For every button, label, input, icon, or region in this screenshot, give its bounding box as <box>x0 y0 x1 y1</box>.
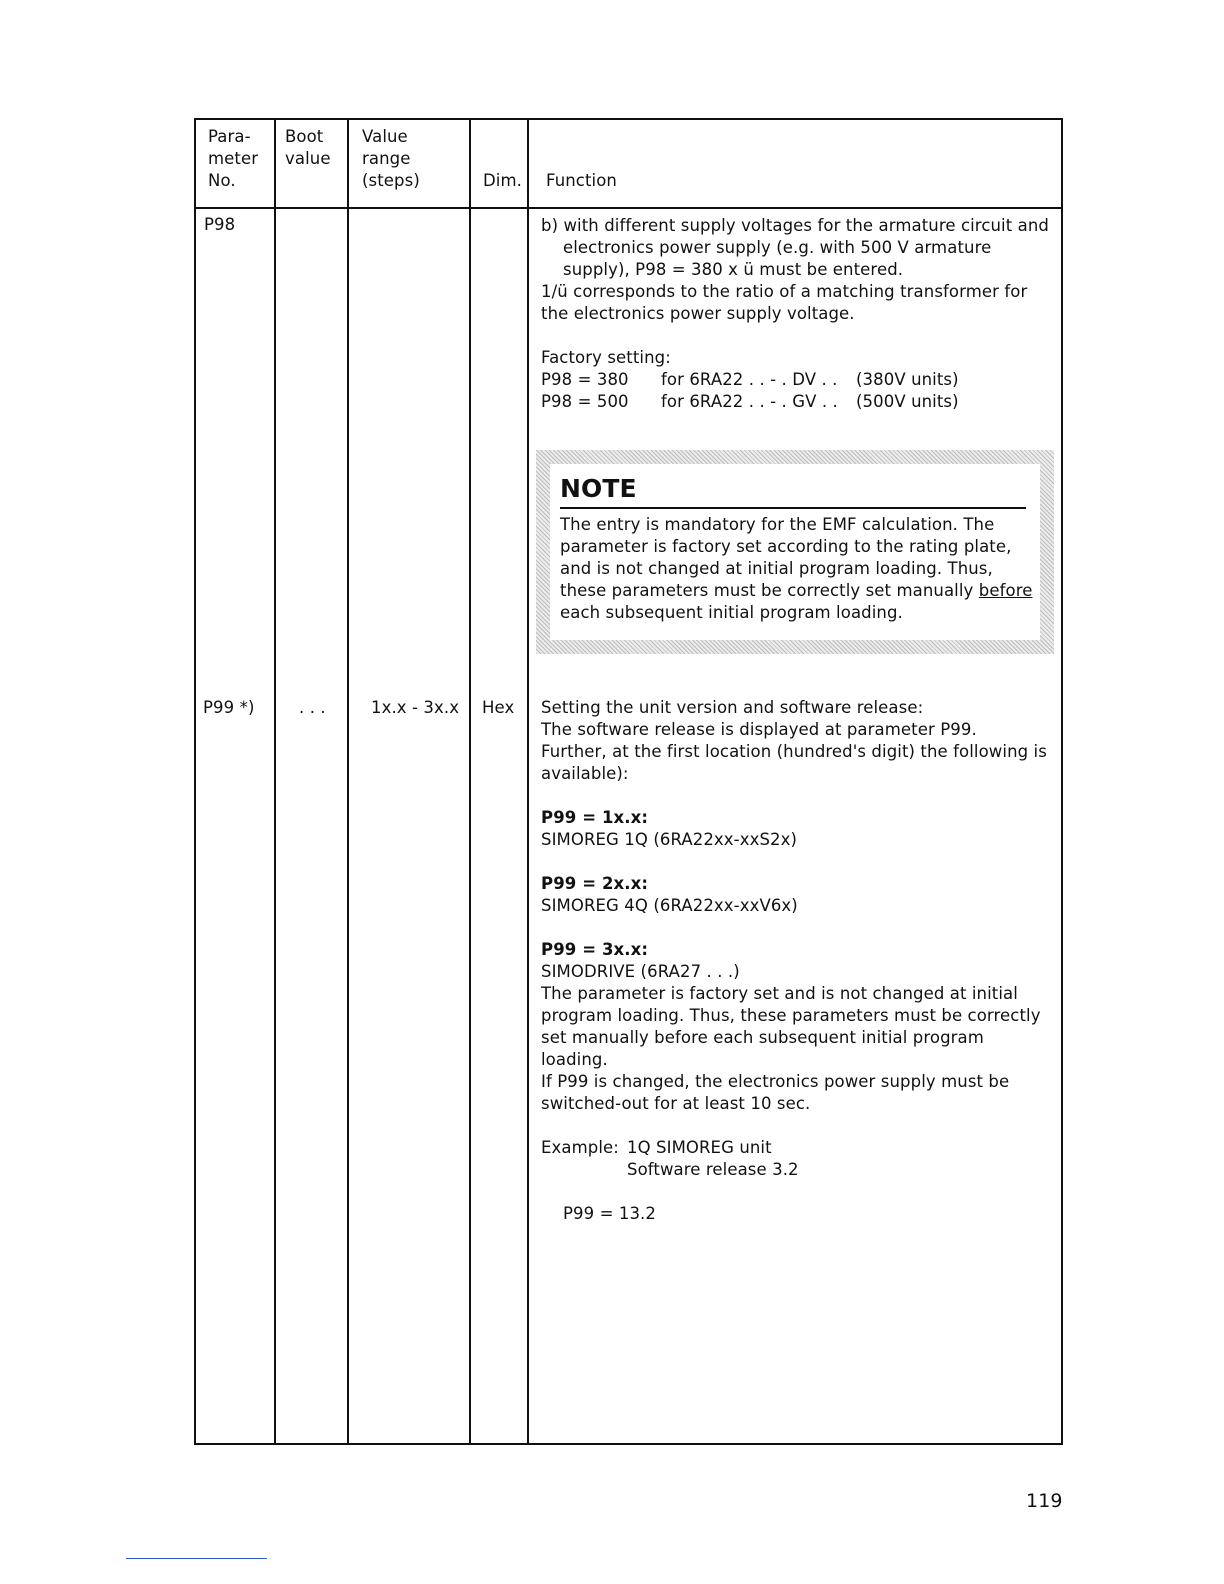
p99-param: P99 *) <box>203 698 255 717</box>
p98-function <box>541 215 1051 413</box>
note-title: NOTE <box>560 474 637 503</box>
p99-option-code: P99 = 3x.x: <box>541 940 649 959</box>
p99-dim: Hex <box>482 698 515 717</box>
p99-option-desc: SIMODRIVE (6RA27 . . .) <box>541 962 740 981</box>
note-box <box>536 450 1054 654</box>
example-label: Example: <box>541 1138 619 1157</box>
p99-line: available): <box>541 764 629 783</box>
p99-boot-value: . . . <box>299 698 326 717</box>
note-text: The entry is mandatory for the EMF calculation. The parameter is factory set according to the rating plate, and is not changed at initial program loading. Thus, these parameters must be correctly set manually before each subsequent initial program loading. <box>560 515 1033 622</box>
header-value-range: Value range (steps) <box>362 127 420 190</box>
p99-line: loading. <box>541 1050 608 1069</box>
header-param-no: Para- meter No. <box>208 127 259 190</box>
p98-line: the electronics power supply voltage. <box>541 304 855 323</box>
p98-line: b) with different supply voltages for the armature circuit and <box>541 216 1049 235</box>
note-divider <box>560 507 1026 509</box>
factory-setting-label: Factory setting: <box>541 348 671 367</box>
page-number: 119 <box>1026 1490 1063 1512</box>
header-divider <box>194 207 1063 209</box>
p99-option-desc: SIMOREG 1Q (6RA22xx-xxS2x) <box>541 830 798 849</box>
factory-setting-row: P98 = 500 for 6RA22 . . - . GV . . (500V units) <box>541 392 959 411</box>
p99-option-code: P99 = 2x.x: <box>541 874 649 893</box>
p99-line: Setting the unit version and software release: <box>541 698 924 717</box>
example-row <box>541 1137 1051 1159</box>
p99-line: If P99 is changed, the electronics power supply must be <box>541 1072 1010 1091</box>
p99-line: set manually before each subsequent initial program <box>541 1028 984 1047</box>
p98-line: electronics power supply (e.g. with 500 V armature <box>563 238 992 257</box>
p98-line: 1/ü corresponds to the ratio of a matching transformer for <box>541 282 1028 301</box>
column-divider <box>469 118 471 1445</box>
column-divider <box>274 118 276 1445</box>
column-divider <box>347 118 349 1445</box>
p99-option-code: P99 = 1x.x: <box>541 808 649 827</box>
example-value: P99 = 13.2 <box>563 1204 656 1223</box>
p98-line: supply), P98 = 380 x ü must be entered. <box>563 260 904 279</box>
factory-setting-row: P98 = 380 for 6RA22 . . - . DV . . (380V units) <box>541 370 959 389</box>
p99-function <box>541 697 1051 1225</box>
column-divider <box>527 118 529 1445</box>
header-function: Function <box>546 171 617 190</box>
p99-line: program loading. Thus, these parameters must be correctly <box>541 1006 1041 1025</box>
example-line: 1Q SIMOREG unit <box>627 1138 772 1157</box>
header-boot-value: Boot value <box>285 127 331 168</box>
p98-param: P98 <box>204 215 236 234</box>
example-line: Software release 3.2 <box>627 1160 799 1179</box>
p99-line: The software release is displayed at parameter P99. <box>541 720 977 739</box>
header-dim: Dim. <box>483 171 523 190</box>
p99-line: switched-out for at least 10 sec. <box>541 1094 811 1113</box>
p99-value-range: 1x.x - 3x.x <box>371 698 460 717</box>
p99-line: Further, at the first location (hundred's digit) the following is <box>541 742 1047 761</box>
p99-option-desc: SIMOREG 4Q (6RA22xx-xxV6x) <box>541 896 798 915</box>
footnote-rule <box>126 1558 267 1559</box>
note-emphasis: before <box>978 581 1033 600</box>
p99-line: The parameter is factory set and is not changed at initial <box>541 984 1018 1003</box>
